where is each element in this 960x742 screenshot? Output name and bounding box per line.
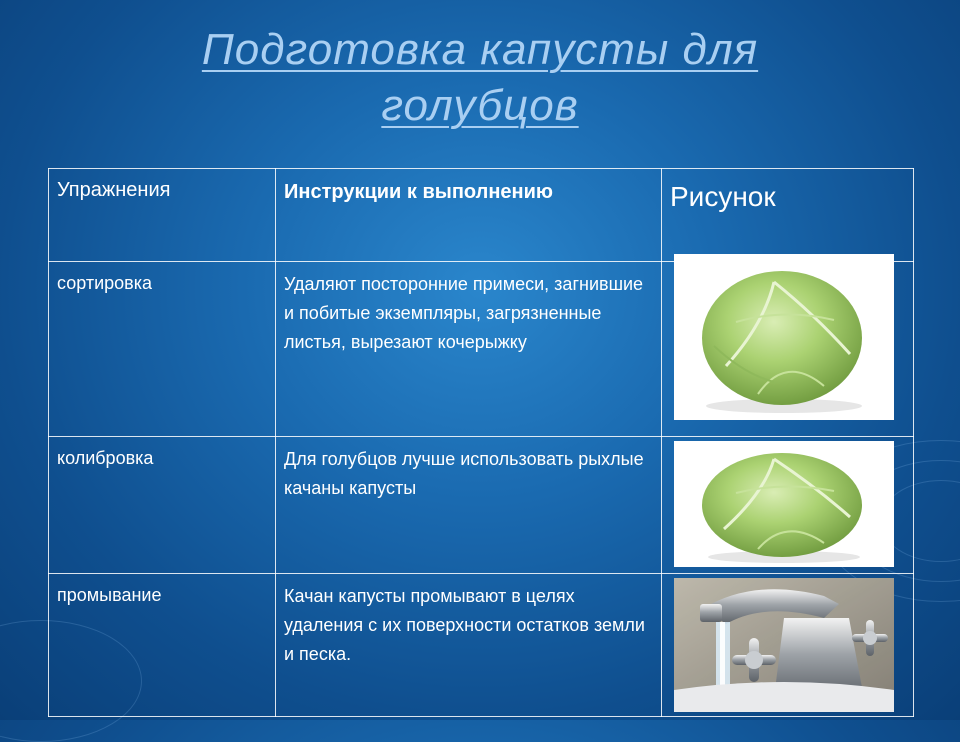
exercise-cell: колибровка (49, 437, 276, 574)
table-row (49, 574, 914, 717)
exercise-cell: промывание (49, 574, 276, 717)
header-picture: Рисунок (662, 169, 914, 262)
picture-cell (662, 574, 914, 717)
exercise-cell: сортировка (49, 262, 276, 437)
table-row (49, 437, 914, 574)
page-title (0, 22, 960, 134)
water-faucet-image (674, 578, 894, 712)
preparation-table (48, 168, 914, 717)
table-header-row (49, 169, 914, 262)
instruction-cell: Качан капусты промывают в целях удаления с их поверхности остатков земли и песка. (276, 574, 662, 717)
title-line-2: голубцов (381, 81, 579, 130)
header-instructions: Инструкции к выполнению (276, 169, 662, 262)
title-line-1: Подготовка капусты для (201, 25, 759, 74)
instruction-cell: Для голубцов лучше использовать рыхлые качаны капусты (276, 437, 662, 574)
instruction-cell: Удаляют посторонние примеси, загнившие и побитые экземпляры, загрязненные листья, вырезают кочерыжку (276, 262, 662, 437)
header-exercises: Упражнения (49, 169, 276, 262)
picture-cell (662, 262, 914, 437)
table-row (49, 262, 914, 437)
cabbage-head-image (674, 441, 894, 567)
picture-cell (662, 437, 914, 574)
cabbage-head-image (674, 254, 894, 420)
